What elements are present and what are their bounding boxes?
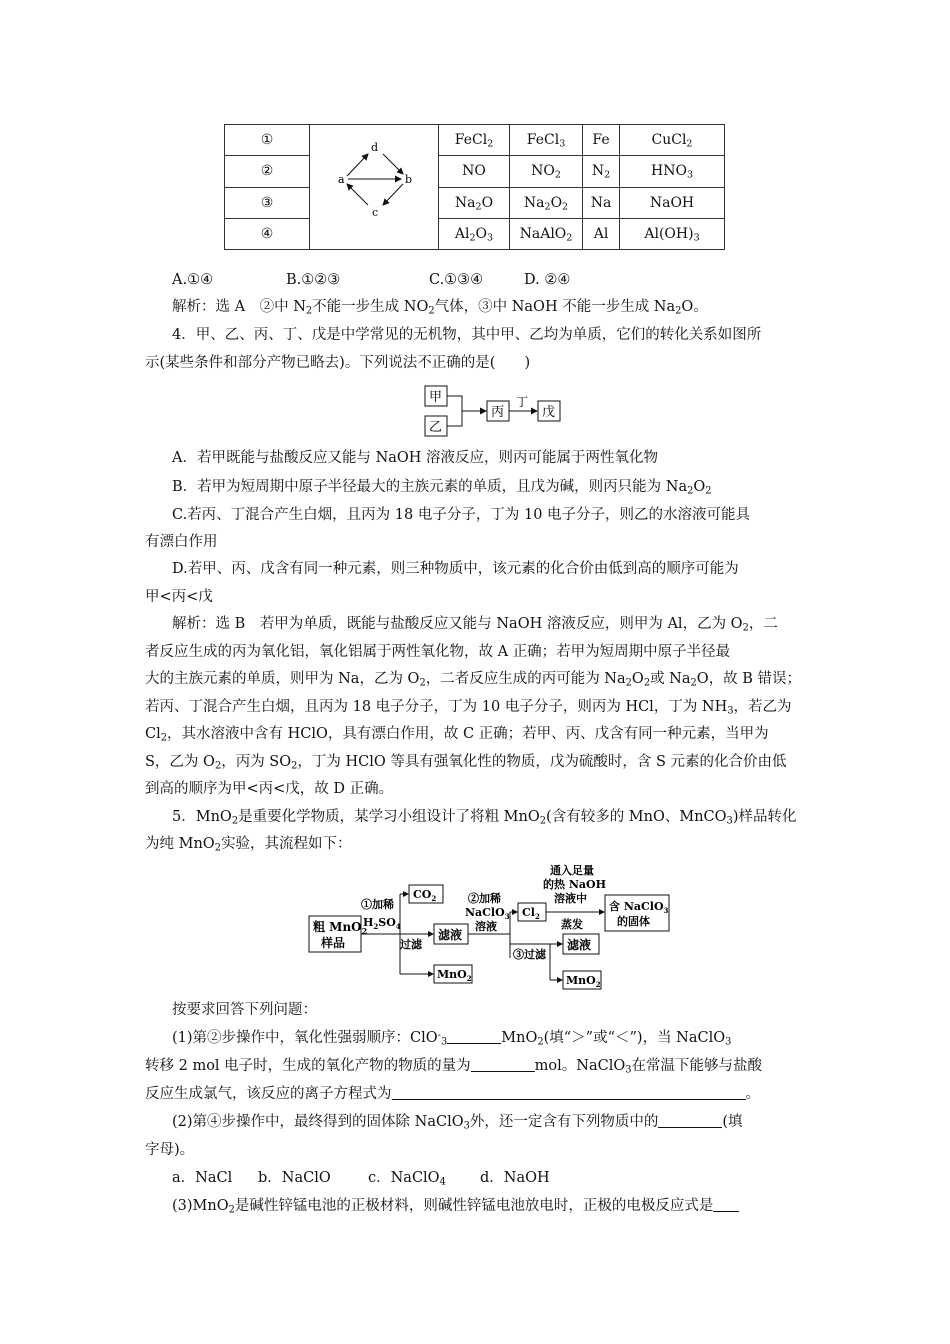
cell-a: $Na_2O$ xyxy=(439,187,510,218)
q4-option-c-line1: C.若丙、丁混合产生白烟，且丙为 18 电子分子，丁为 10 电子分子，则乙的水溶液可能具 xyxy=(172,507,751,523)
cell-b: $NO_2$ xyxy=(510,156,583,187)
cycle-diagram-svg xyxy=(310,125,438,245)
table-row xyxy=(225,218,725,249)
label-mno2-2: MnO$_2$ xyxy=(566,974,601,989)
q3-analysis: 解析：选 A ②中 $N_2$不能一步生成 $NO_2$气体，③中 NaOH 不能一步生成 $Na_2O$。 xyxy=(172,299,708,317)
label-mno2-1: MnO$_2$ xyxy=(437,968,472,983)
label-filtrate2: 滤液 xyxy=(567,938,592,952)
q5-sub2-line2: 字母)。 xyxy=(145,1142,195,1158)
q3-options xyxy=(172,270,570,290)
q5-sub1-line2: 转移 2 mol 电子时，生成的氧化产物的物质的量为 mol。NaClO$_3$在常温下能够与盐酸 xyxy=(145,1058,763,1076)
option-c: c．NaClO$_4$ xyxy=(368,1170,446,1188)
arrow-a-d xyxy=(347,154,368,176)
cell-c: $N_2$ xyxy=(583,156,620,187)
cell-c: Na xyxy=(583,187,620,218)
option-a: a．NaCl xyxy=(172,1170,233,1186)
arrow-b-c xyxy=(383,184,403,205)
label-step3b: 的热 NaOH xyxy=(543,878,606,891)
cell-d: CuCl$_2$ xyxy=(620,125,725,156)
q4-option-c-line2: 有漂白作用 xyxy=(145,534,218,550)
label-filter3: ③过滤 xyxy=(513,948,546,961)
q4-analysis-line1: 解析：选 B 若甲为单质，既能与盐酸反应又能与 NaOH 溶液反应，则甲为 Al，乙为 $O_2$，二 xyxy=(172,616,778,634)
q4-analysis-line6: S，乙为 $O_2$，丙为 $SO_2$，丁为 HClO 等具有强氧化性的物质，戊为硫酸时，含 S 元素的化合价由低 xyxy=(145,754,787,772)
arrow-d-b xyxy=(383,154,403,174)
label-step2c: 溶液 xyxy=(475,920,497,933)
q4-option-a: A．若甲既能与盐酸反应又能与 NaOH 溶液反应，则丙可能属于两性氧化物 xyxy=(172,450,659,466)
q4-option-d-line1: D.若甲、丙、戊含有同一种元素，则三种物质中，该元素的化合价由低到高的顺序可能为 xyxy=(172,561,739,577)
table-row xyxy=(225,125,725,156)
q4-analysis-line4: 若丙、丁混合产生白烟，且丙为 18 电子分子，丁为 10 电子分子，则丙为 HCl，丁为 $NH_3$，若乙为 xyxy=(145,699,792,717)
q4-analysis-line7: 到高的顺序为甲<丙<戊，故 D 正确。 xyxy=(145,781,394,797)
label-solid-1: 含 NaClO$_3$ xyxy=(609,900,669,915)
merge-bracket xyxy=(447,396,462,426)
q5-flow-diagram xyxy=(305,862,685,992)
q4-stem-line2: 示(某些条件和部分产物已略去)。下列说法不正确的是( ) xyxy=(145,355,531,371)
answer-blank[interactable] xyxy=(447,1029,501,1044)
abcd-cycle-diagram xyxy=(310,125,439,250)
cell-b: NaAlO$_2$ xyxy=(510,218,583,249)
node-d: d xyxy=(371,141,379,154)
q4-option-d-line2: 甲<丙<戊 xyxy=(145,589,213,605)
q4-stem-line1: 4．甲、乙、丙、丁、戊是中学常见的无机物，其中甲、乙均为单质，它们的转化关系如图所 xyxy=(172,327,762,343)
q5-sub2-line1: (2)第④步操作中，最终得到的固体除 NaClO$_3$外，还一定含有下列物质中的 (填 xyxy=(172,1114,743,1132)
label-crude-2: 样品 xyxy=(321,936,346,950)
label-step2b: NaClO$_3$ xyxy=(465,906,510,921)
label-step3c: 溶液中 xyxy=(554,892,587,905)
option-a: A.①④ xyxy=(172,272,214,288)
cell-a: $Al_2O_3$ xyxy=(439,218,510,249)
q4-flow-diagram xyxy=(420,382,570,438)
label-cl2: $Cl_2$ xyxy=(522,906,540,921)
label-step2a: ②加稀 xyxy=(468,892,501,905)
q4-option-b: B．若甲为短周期中原子半径最大的主族元素的单质，且戊为碱，则丙只能为 $Na_2O_2$ xyxy=(172,479,712,497)
q5-stem-line2: 为纯 MnO$_2$实验，其流程如下： xyxy=(145,836,352,854)
cell-a: NO xyxy=(439,156,510,187)
cell-a: FeCl$_2$ xyxy=(439,125,510,156)
label-solid-2: 的固体 xyxy=(617,915,650,928)
q3-table xyxy=(224,124,725,250)
cell-b: FeCl$_3$ xyxy=(510,125,583,156)
option-d: d．NaOH xyxy=(480,1170,550,1186)
q5-sub1-line3: 反应生成氯气，该反应的离子方程式为 。 xyxy=(145,1086,760,1102)
label-crude-1: 粗 MnO$_2$ xyxy=(313,920,368,936)
q5-stem-line1: 5．MnO$_2$是重要化学物质，某学习小组设计了将粗 MnO$_2$(含有较多的 MnO、MnCO$_3$)样品转化 xyxy=(172,809,797,827)
label-jia: 甲 xyxy=(429,390,443,405)
option-b: B.①②③ xyxy=(286,272,341,288)
label-yi: 乙 xyxy=(429,420,443,435)
answer-blank[interactable] xyxy=(713,1197,739,1212)
label-step3a: 通入足量 xyxy=(550,864,594,877)
answer-blank[interactable] xyxy=(392,1085,746,1100)
label-filter1: 过滤 xyxy=(400,938,422,951)
cell-d: $Al(OH)_3$ xyxy=(620,218,725,249)
table-row xyxy=(225,156,725,187)
row-number: ② xyxy=(225,156,310,187)
label-step3d: 蒸发 xyxy=(561,918,583,931)
row-number: ③ xyxy=(225,187,310,218)
row-number: ① xyxy=(225,125,310,156)
q5-sub3-line1: (3)MnO$_2$是碱性锌锰电池的正极材料，则碱性锌锰电池放电时，正极的电极反应式是 xyxy=(172,1196,739,1216)
cell-c: Al xyxy=(583,218,620,249)
q5-sub1-line1: (1)第②步操作中，氧化性强弱顺序：ClO-$_3$ MnO$_2$(填“＞”或“＜”)，当 NaClO$_3$ xyxy=(172,1030,732,1048)
label-filtrate1: 滤液 xyxy=(438,928,463,942)
label-co2: $CO_2$ xyxy=(413,888,437,903)
label-bing: 丙 xyxy=(491,405,505,420)
cell-b: $Na_2O_2$ xyxy=(510,187,583,218)
option-d: D. ②④ xyxy=(524,272,571,288)
node-a: a xyxy=(338,173,345,186)
cell-d: NaOH xyxy=(620,187,725,218)
q5-sub2-options xyxy=(172,1168,550,1188)
label-step1b: $H_2SO_4$ xyxy=(363,916,401,931)
label-ding: 丁 xyxy=(516,395,529,409)
node-c: c xyxy=(372,206,379,219)
arrow-c-a xyxy=(347,184,368,205)
answer-blank[interactable] xyxy=(658,1113,722,1128)
label-wu: 戊 xyxy=(542,405,556,420)
option-c: C.①③④ xyxy=(429,272,484,288)
q4-analysis-line2: 者反应生成的丙为氧化铝，氧化铝属于两性氧化物，故 A 正确；若甲为短周期中原子半径最 xyxy=(145,644,731,660)
q4-analysis-line5: $Cl_2$，其水溶液中含有 HClO，具有漂白作用，故 C 正确；若甲、丙、戊含有同一种元素，当甲为 xyxy=(145,726,769,744)
option-b: b．NaClO xyxy=(258,1170,331,1186)
row-number: ④ xyxy=(225,218,310,249)
answer-blank[interactable] xyxy=(471,1057,535,1072)
node-b: b xyxy=(405,173,413,186)
q4-analysis-line3: 大的主族元素的单质，则甲为 Na，乙为 $O_2$，二者反应生成的丙可能为 $Na_2O_2$或 $Na_2O$，故 B 错误； xyxy=(145,671,802,689)
q5-requirement: 按要求回答下列问题： xyxy=(172,1002,317,1018)
cell-d: $HNO_3$ xyxy=(620,156,725,187)
table-row xyxy=(225,187,725,218)
label-step1a: ①加稀 xyxy=(361,898,394,911)
cell-c: Fe xyxy=(583,125,620,156)
